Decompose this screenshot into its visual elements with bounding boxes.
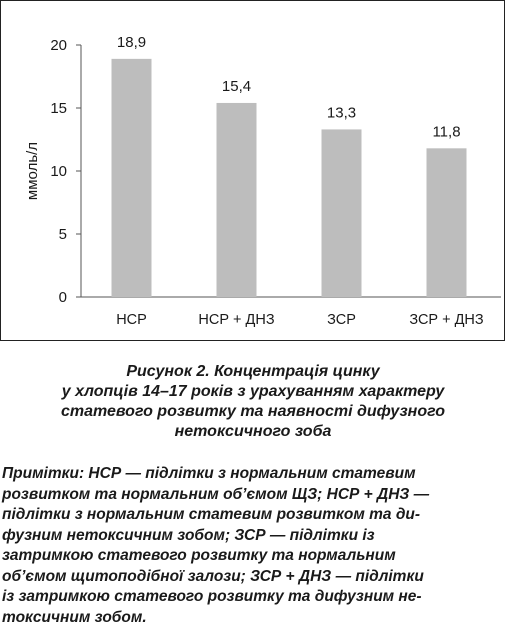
bar — [112, 59, 152, 297]
bar — [427, 148, 467, 297]
figure-caption — [0, 362, 506, 442]
notes-line: об’ємом щитоподібної залози; ЗСР + ДНЗ — підлітки — [2, 567, 424, 585]
figure-notes — [2, 464, 504, 628]
y-tick-label: 15 — [50, 100, 67, 117]
caption-line: Рисунок 2. Концентрація цинку — [126, 363, 380, 380]
y-tick-label: 10 — [50, 163, 67, 180]
y-axis-label: ммоль/л — [24, 141, 41, 201]
notes-line: розвитком та нормальним об’ємом ЩЗ; НСР + ДНЗ — — [2, 485, 430, 503]
notes-line: фузним нетоксичним зобом; ЗСР — підлітки із — [2, 526, 375, 544]
caption-line: у хлопців 14–17 років з урахуванням характеру — [61, 383, 445, 400]
bar-value-label: 15,4 — [221, 77, 252, 95]
bar-value-label: 13,3 — [326, 104, 357, 122]
y-tick-label: 5 — [58, 226, 67, 243]
x-category-label: ЗСР + ДНЗ — [409, 312, 484, 328]
notes-line: із затримкою статевого розвитку та дифузним не- — [2, 588, 422, 605]
notes-line: токсичним зобом. — [2, 608, 147, 626]
x-category-label: НСР + ДНЗ — [198, 312, 275, 328]
notes-line: затримкою статевого розвитку та нормальним — [2, 547, 396, 564]
caption-line: нетоксичного зоба — [174, 423, 332, 440]
y-tick-label: 0 — [58, 289, 67, 306]
bar-value-label: 18,9 — [116, 33, 147, 51]
bar — [322, 129, 362, 297]
caption-line: статевого розвитку та наявності дифузного — [60, 403, 446, 420]
bar-chart — [1, 1, 506, 342]
y-tick-label: 20 — [50, 37, 67, 54]
notes-line: підлітки з нормальним статевим розвитком та ди- — [2, 506, 421, 523]
notes-line: Примітки: НСР — підлітки з нормальним статевим — [2, 465, 416, 482]
x-category-label: ЗСР — [327, 312, 356, 328]
x-category-label: НСР — [116, 312, 147, 328]
bar — [217, 103, 257, 297]
bar-value-label: 11,8 — [432, 123, 461, 141]
